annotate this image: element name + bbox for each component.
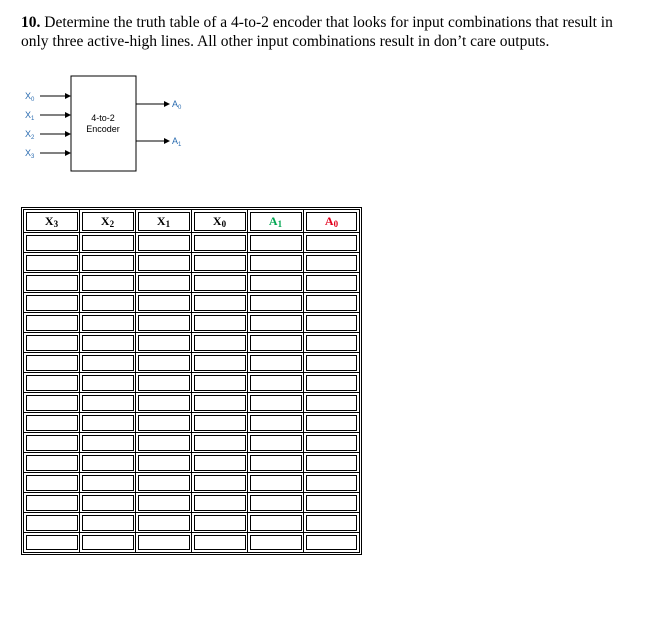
table-cell[interactable]	[248, 513, 304, 533]
table-cell[interactable]	[248, 413, 304, 433]
encoder-block-label-2: Encoder	[86, 124, 120, 134]
table-cell[interactable]	[192, 513, 248, 533]
table-cell[interactable]	[24, 433, 80, 453]
table-cell[interactable]	[304, 473, 359, 493]
table-cell[interactable]	[24, 373, 80, 393]
column-header-x3: $X_3$	[24, 210, 80, 233]
table-row	[24, 493, 359, 513]
table-cell[interactable]	[80, 373, 136, 393]
truth-table-header	[24, 210, 359, 233]
table-cell[interactable]	[304, 353, 359, 373]
table-row	[24, 273, 359, 293]
table-cell[interactable]	[80, 513, 136, 533]
table-cell[interactable]	[248, 313, 304, 333]
table-cell[interactable]	[304, 533, 359, 552]
table-cell[interactable]	[80, 413, 136, 433]
table-cell[interactable]	[136, 433, 192, 453]
table-cell[interactable]	[24, 313, 80, 333]
table-cell[interactable]	[192, 373, 248, 393]
table-row	[24, 313, 359, 333]
table-row	[24, 293, 359, 313]
table-row	[24, 353, 359, 373]
table-cell[interactable]	[304, 313, 359, 333]
truth-table	[23, 209, 360, 553]
table-cell[interactable]	[248, 473, 304, 493]
table-cell[interactable]	[248, 433, 304, 453]
table-row	[24, 393, 359, 413]
table-cell[interactable]	[192, 273, 248, 293]
table-cell[interactable]	[80, 393, 136, 413]
table-cell[interactable]	[136, 353, 192, 373]
table-row	[24, 413, 359, 433]
table-cell[interactable]	[192, 433, 248, 453]
table-cell[interactable]	[24, 393, 80, 413]
table-cell[interactable]	[136, 293, 192, 313]
table-cell[interactable]	[304, 393, 359, 413]
table-cell[interactable]	[304, 253, 359, 273]
question-body: Determine the truth table of a 4-to-2 encoder that looks for input combinations that result in only three active-high lines. All other input combinations result in don’t care outputs.	[21, 14, 613, 50]
table-cell[interactable]	[24, 453, 80, 473]
table-cell[interactable]	[248, 453, 304, 473]
column-header-x2: $X_2$	[80, 210, 136, 233]
table-cell[interactable]	[80, 473, 136, 493]
table-cell[interactable]	[192, 233, 248, 253]
table-cell[interactable]	[24, 473, 80, 493]
table-cell[interactable]	[80, 433, 136, 453]
table-row	[24, 373, 359, 393]
table-cell[interactable]	[24, 333, 80, 353]
table-cell[interactable]	[80, 253, 136, 273]
table-cell[interactable]	[304, 333, 359, 353]
table-cell[interactable]	[192, 493, 248, 513]
table-cell[interactable]	[192, 393, 248, 413]
table-cell[interactable]	[136, 453, 192, 473]
table-cell[interactable]	[304, 513, 359, 533]
table-cell[interactable]	[248, 353, 304, 373]
input-lines	[25, 91, 70, 160]
table-cell[interactable]	[136, 273, 192, 293]
truth-table-body	[24, 233, 359, 552]
table-cell[interactable]	[248, 373, 304, 393]
table-cell[interactable]	[304, 433, 359, 453]
table-cell[interactable]	[248, 533, 304, 552]
table-cell[interactable]	[80, 333, 136, 353]
table-cell[interactable]	[248, 273, 304, 293]
table-cell[interactable]	[192, 533, 248, 552]
input-label-x0: $X_0$	[25, 91, 35, 103]
input-label-x3: $X_3$	[25, 148, 35, 160]
table-cell[interactable]	[24, 413, 80, 433]
table-row	[24, 473, 359, 493]
table-cell[interactable]	[248, 293, 304, 313]
column-header-a1: $A_1$	[248, 210, 304, 233]
table-cell[interactable]	[192, 253, 248, 273]
input-label-x1: $X_1$	[25, 110, 35, 122]
table-cell[interactable]	[304, 373, 359, 393]
table-cell[interactable]	[136, 533, 192, 552]
table-cell[interactable]	[80, 313, 136, 333]
table-cell[interactable]	[304, 453, 359, 473]
table-cell[interactable]	[304, 233, 359, 253]
table-cell[interactable]	[24, 513, 80, 533]
column-header-x1: $X_1$	[136, 210, 192, 233]
column-header-a0: $A_0$	[304, 210, 359, 233]
table-cell[interactable]	[136, 493, 192, 513]
table-cell[interactable]	[24, 353, 80, 373]
table-cell[interactable]	[80, 293, 136, 313]
table-cell[interactable]	[136, 233, 192, 253]
table-row	[24, 233, 359, 253]
table-row	[24, 433, 359, 453]
table-cell[interactable]	[80, 533, 136, 552]
table-row	[24, 253, 359, 273]
output-label-a1: $A_1$	[172, 136, 182, 148]
table-cell[interactable]	[24, 253, 80, 273]
table-cell[interactable]	[136, 513, 192, 533]
table-cell[interactable]	[192, 473, 248, 493]
output-lines	[136, 99, 182, 148]
table-cell[interactable]	[248, 253, 304, 273]
input-label-x2: $X_2$	[25, 129, 35, 141]
table-cell[interactable]	[304, 493, 359, 513]
table-row	[24, 513, 359, 533]
table-cell[interactable]	[192, 413, 248, 433]
table-cell[interactable]	[136, 393, 192, 413]
table-cell[interactable]	[24, 533, 80, 552]
table-cell[interactable]	[80, 353, 136, 373]
table-cell[interactable]	[248, 493, 304, 513]
table-cell[interactable]	[80, 493, 136, 513]
table-cell[interactable]	[24, 273, 80, 293]
question-number: 10.	[21, 14, 41, 31]
table-cell[interactable]	[80, 233, 136, 253]
table-cell[interactable]	[136, 473, 192, 493]
table-cell[interactable]	[248, 393, 304, 413]
table-cell[interactable]	[136, 253, 192, 273]
table-cell[interactable]	[248, 233, 304, 253]
table-row	[24, 333, 359, 353]
table-cell[interactable]	[24, 493, 80, 513]
output-label-a0: $A_0$	[172, 99, 182, 111]
column-header-x0: $X_0$	[192, 210, 248, 233]
table-cell[interactable]	[80, 273, 136, 293]
table-cell[interactable]	[192, 453, 248, 473]
encoder-diagram	[0, 0, 651, 200]
table-cell[interactable]	[24, 293, 80, 313]
table-cell[interactable]	[80, 453, 136, 473]
table-cell[interactable]	[192, 313, 248, 333]
table-cell[interactable]	[304, 293, 359, 313]
table-cell[interactable]	[24, 233, 80, 253]
table-cell[interactable]	[304, 413, 359, 433]
table-cell[interactable]	[136, 313, 192, 333]
table-cell[interactable]	[192, 353, 248, 373]
encoder-block-label-1: 4-to-2	[91, 113, 115, 123]
table-cell[interactable]	[136, 413, 192, 433]
table-cell[interactable]	[192, 293, 248, 313]
table-cell[interactable]	[304, 273, 359, 293]
table-row	[24, 453, 359, 473]
table-cell[interactable]	[136, 373, 192, 393]
table-cell[interactable]	[192, 333, 248, 353]
table-row	[24, 533, 359, 552]
table-cell[interactable]	[248, 333, 304, 353]
table-cell[interactable]	[136, 333, 192, 353]
